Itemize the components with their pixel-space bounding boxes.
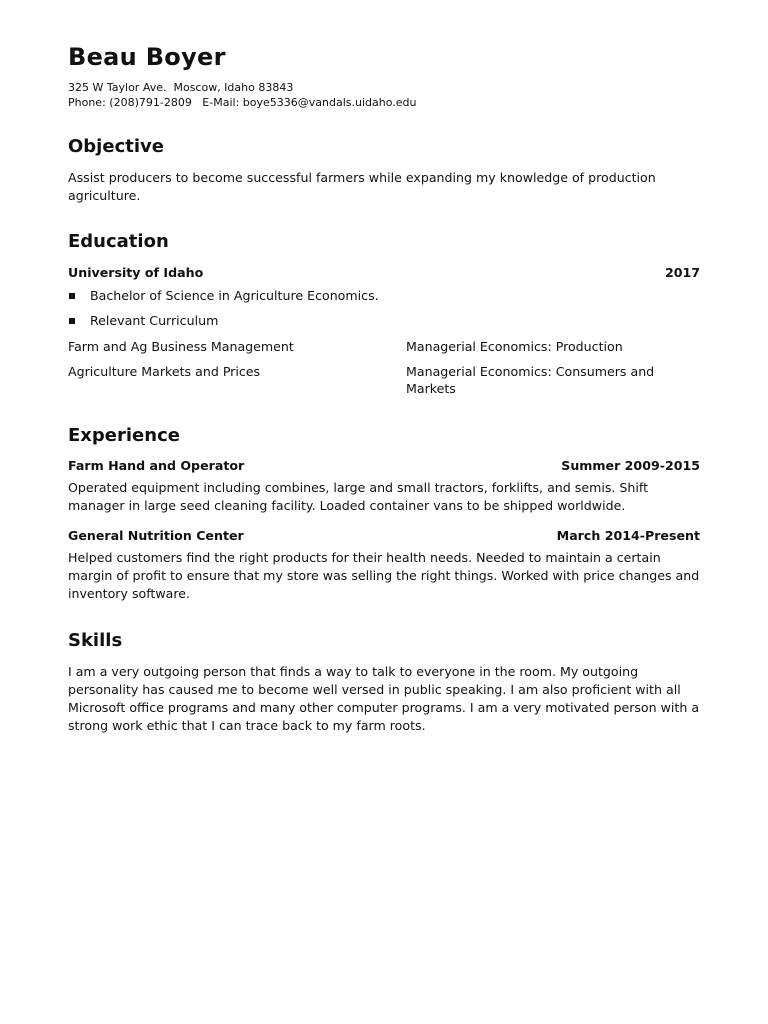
objective-text: Assist producers to become successful farmers while expanding my knowledge of production agriculture.: [68, 170, 656, 203]
experience-heading: Experience: [68, 425, 180, 446]
education-heading: Education: [68, 231, 169, 252]
job-dates: March 2014-Present: [556, 528, 700, 543]
job-dates: Summer 2009-2015: [561, 458, 700, 473]
job-title: General Nutrition Center: [68, 528, 244, 543]
objective-heading: Objective: [68, 136, 164, 157]
course-item: Agriculture Markets and Prices: [68, 364, 261, 379]
address-line: 325 W Taylor Ave. Moscow, Idaho 83843: [68, 81, 294, 94]
job-description: Operated equipment including combines, large and small tractors, forklifts, and semis. Shift manager in large seed cleaning facility. Loaded container vans to be shipped worldwide.: [68, 480, 649, 513]
course-item: Farm and Ag Business Management: [68, 339, 294, 354]
bullet-square-icon: [69, 293, 75, 299]
skills-heading: Skills: [68, 630, 123, 651]
job-title: Farm Hand and Operator: [68, 458, 245, 473]
degree-text: Bachelor of Science in Agriculture Economics.: [90, 288, 379, 303]
course-item: Managerial Economics: Production: [406, 339, 623, 354]
candidate-name: Beau Boyer: [68, 43, 226, 71]
graduation-year: 2017: [664, 265, 700, 280]
job-header-row: [68, 458, 700, 476]
contact-line: Phone: (208)791-2809 E-Mail: boye5336@vandals.uidaho.edu: [68, 96, 417, 109]
curriculum-label: Relevant Curriculum: [90, 313, 219, 328]
job-header-row: [68, 528, 700, 546]
education-row: [68, 265, 700, 283]
job-description: Helped customers find the right products for their health needs. Needed to maintain a certain margin of profit to ensure that my store was selling the right things. Worked with price changes and inventory software.: [68, 550, 700, 601]
skills-text: I am a very outgoing person that finds a way to talk to everyone in the room. My outgoing personality has caused me to become well versed in public speaking. I am also proficient with all Microsoft office programs and many other computer programs. I am a very motivated person with a strong work ethic that I can trace back to my farm roots.: [68, 664, 700, 733]
course-item: Managerial Economics: Consumers and Markets: [406, 364, 655, 396]
school-name: University of Idaho: [68, 265, 204, 280]
bullet-square-icon: [69, 318, 75, 324]
